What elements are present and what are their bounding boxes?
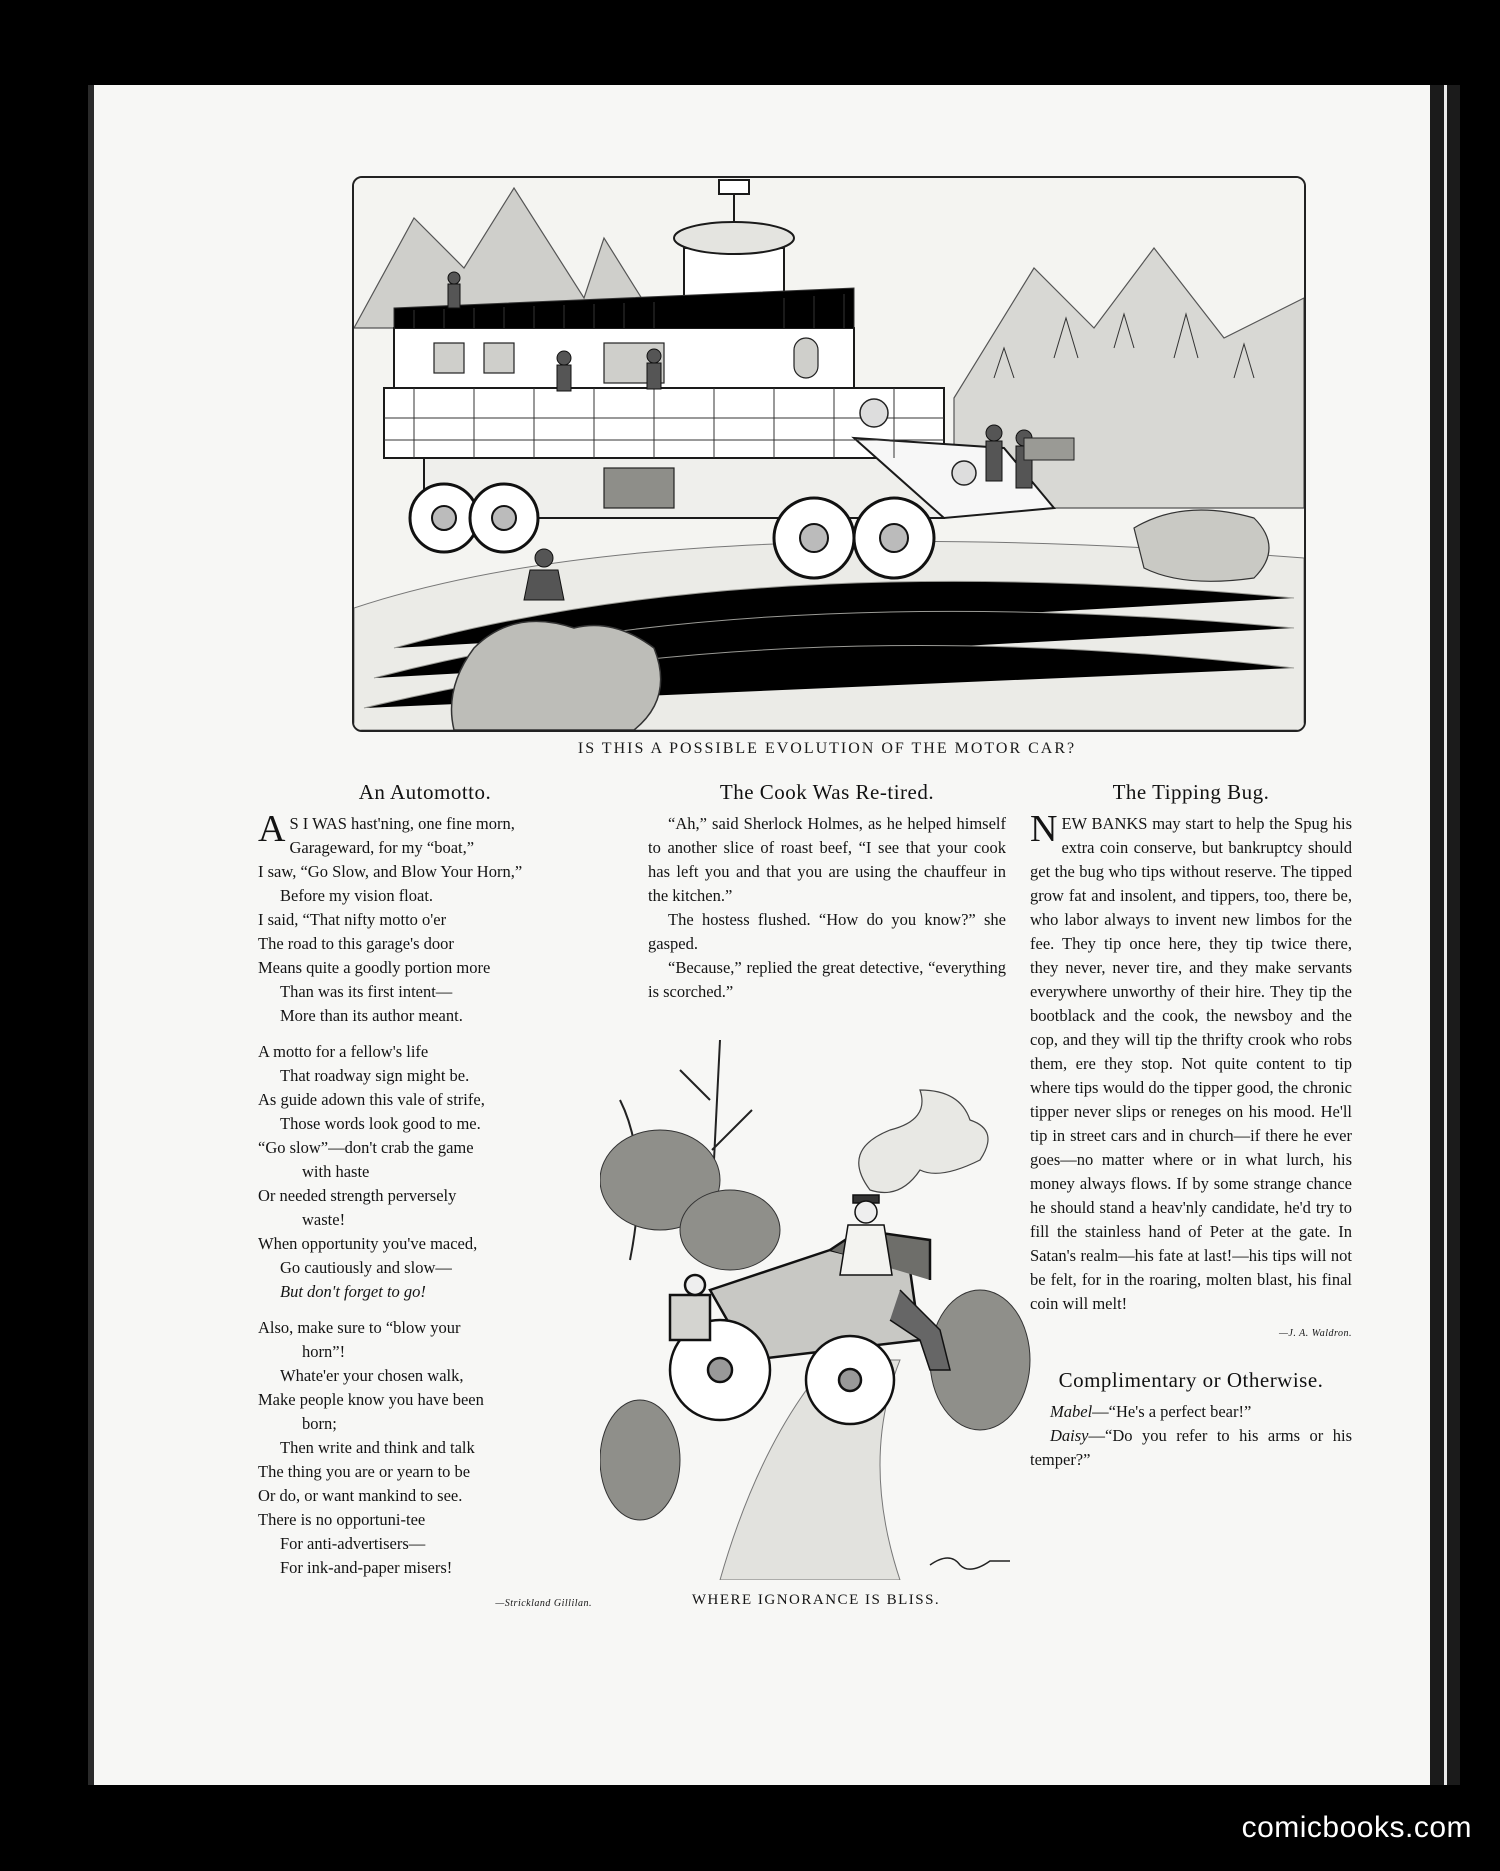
complimentary-title: Complimentary or Otherwise. — [1058, 1368, 1324, 1392]
poem-line: Before my vision float. — [280, 886, 434, 905]
dialog-line — [1030, 1400, 1352, 1424]
poem-line: The thing you are or yearn to be — [258, 1462, 471, 1481]
scan-border-right — [1460, 0, 1500, 1871]
stanza-3 — [258, 1316, 592, 1580]
poem-line: Than was its first intent— — [280, 982, 453, 1001]
cook-paragraph: “Because,” replied the great detective, “everything is scorched.” — [648, 958, 1006, 1001]
tipping-credit: —J. A. Waldron. — [1279, 1328, 1352, 1339]
poem-line: I saw, “Go Slow, and Blow Your Horn,” — [258, 862, 523, 881]
poem-line: Go cautiously and slow— — [280, 1258, 452, 1277]
cook-title: The Cook Was Re-tired. — [719, 780, 935, 804]
poem-line: Or do, or want mankind to see. — [258, 1486, 463, 1505]
poem-line: born; — [302, 1414, 337, 1433]
poem-line: A motto for a fellow's life — [258, 1042, 429, 1061]
poem-line: Means quite a goodly portion more — [258, 958, 491, 977]
drop-cap: N — [1030, 808, 1058, 850]
poem-line: with haste — [302, 1162, 370, 1181]
poem-line: But don't forget to go! — [280, 1282, 426, 1301]
poem-line: I said, “That nifty motto o'er — [258, 910, 447, 929]
poem-line: Whate'er your chosen walk, — [280, 1366, 464, 1385]
poem-line: Or needed strength perversely — [258, 1186, 457, 1205]
column-automotto — [258, 780, 592, 1616]
tipping-text: EW BANKS may start to help the Spug his extra coin conserve, but bankruptcy should get the bug who tips without reserve. The tipped grow fat and insolent, and tippers, too, there be, who labor always to invent new limbos for the fee. They tip once here, they tip twice there, they never, never tire, and they make servants everywhere unworthy of their hire. They tip the bootblack and the cook, the newsboy and the cop, and they will tip the thrifty crook who robs them, ere they stop. Not quite content to tip where tips would do the tipper good, the chronic tipper never slips or reneges on his mood. He'll tip in street cars and in church—if there he ever goes—no matter where or in what lurch, his money always flows. If by some strange chance he should stand a heav'nly candidate, he'd try to fill the stainless hand of Peter at the gate. In Satan's realm—his fate at last!—his tips will not be felt, for in the roaring, molten blast, his final coin will melt! — [1030, 814, 1352, 1313]
complimentary-section — [1030, 1368, 1352, 1472]
motor-car-illustration — [352, 176, 1306, 732]
motorist-illustration — [600, 1040, 1032, 1580]
poem-line: “Go slow”—don't crab the game — [258, 1138, 474, 1157]
stanza-1 — [258, 808, 592, 1028]
tipping-text-block — [1030, 808, 1352, 1316]
top-illustration-caption: IS THIS A POSSIBLE EVOLUTION OF THE MOTOR CAR? — [577, 740, 1077, 757]
poem-line: horn”! — [302, 1342, 346, 1361]
cook-paragraph: “Ah,” said Sherlock Holmes, as he helped himself to another slice of roast beef, “I see that your cook has left you and that you are using the chauffeur in the kitchen.” — [648, 814, 1006, 905]
poem-line: Then write and think and talk — [280, 1438, 475, 1457]
poem-line: waste! — [302, 1210, 346, 1229]
speaker-name: Daisy — [1050, 1426, 1089, 1445]
cook-paragraph: The hostess flushed. “How do you know?” she gasped. — [648, 910, 1006, 953]
automotto-poem — [258, 808, 592, 1580]
poem-line: Make people know you have been — [258, 1390, 484, 1409]
stanza-2 — [258, 1040, 592, 1304]
poem-line: The road to this garage's door — [258, 934, 454, 953]
site-watermark: comicbooks.com — [1241, 1811, 1472, 1844]
inline-illustration-caption: WHERE IGNORANCE IS BLISS. — [691, 1592, 941, 1608]
poem-line: Also, make sure to “blow your — [258, 1318, 461, 1337]
drop-cap: A — [258, 808, 286, 850]
automotto-credit: —Strickland Gillilan. — [495, 1598, 592, 1609]
poem-line: Those words look good to me. — [280, 1114, 481, 1133]
poem-line: When opportunity you've maced, — [258, 1234, 478, 1253]
dialog-line — [1030, 1424, 1352, 1472]
poem-line: S I WAS hast'ning, one fine morn, — [289, 814, 515, 833]
poem-line: For ink-and-paper misers! — [280, 1558, 453, 1577]
column-tipping — [1030, 780, 1352, 1472]
page-gutter — [1430, 85, 1460, 1785]
dialog-text: —“Do you refer to his arms or his temper?” — [1030, 1426, 1352, 1469]
poem-line: That roadway sign might be. — [280, 1066, 470, 1085]
column-cook — [648, 780, 1006, 1004]
tipping-title: The Tipping Bug. — [1112, 780, 1270, 804]
automotto-title: An Automotto. — [358, 780, 492, 804]
poem-line: Garageward, for my “boat,” — [289, 838, 475, 857]
poem-line: There is no opportuni-tee — [258, 1510, 426, 1529]
speaker-name: Mabel — [1050, 1402, 1093, 1421]
poem-line: For anti-advertisers— — [280, 1534, 426, 1553]
scan-border-left — [0, 0, 88, 1871]
poem-line: More than its author meant. — [280, 1006, 463, 1025]
poem-line: As guide adown this vale of strife, — [258, 1090, 485, 1109]
dialog-text: —“He's a perfect bear!” — [1092, 1402, 1252, 1421]
